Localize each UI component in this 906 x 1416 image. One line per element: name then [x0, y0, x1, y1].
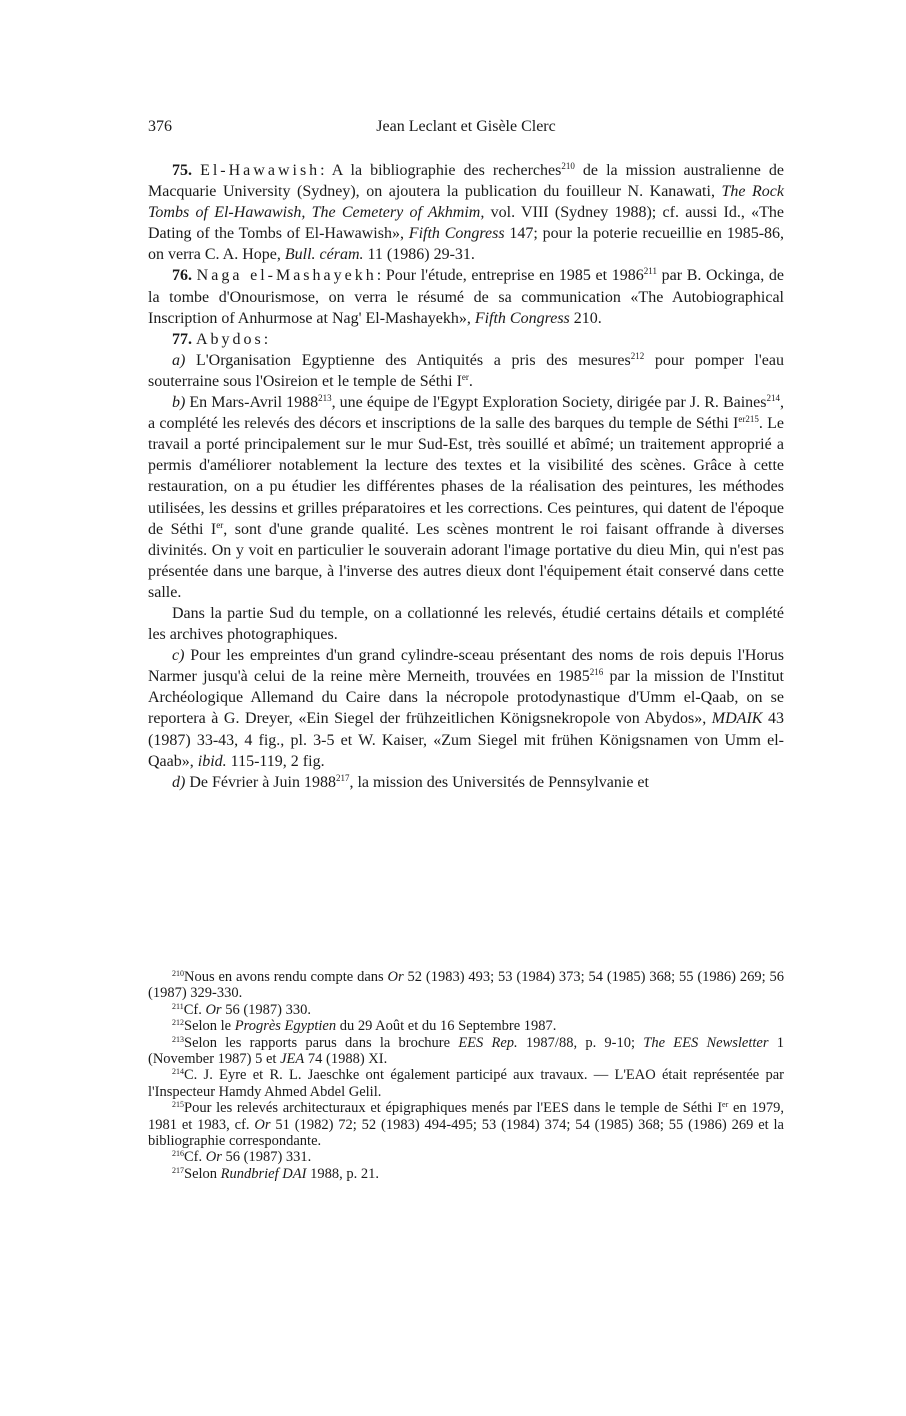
superscript: er: [722, 1100, 729, 1110]
section-76: [148, 265, 784, 328]
section-77: [148, 329, 784, 350]
text: 51 (1982) 72; 52 (1983) 494-495; 53 (1984) 374; 54 (1985) 368; 55 (1986) 269 et la bibliographie correspondante.: [148, 1116, 784, 1150]
text: du 29 Août et du 16 Septembre 1987.: [336, 1018, 557, 1035]
footnote-ref[interactable]: 212: [630, 350, 645, 361]
footnote-number: 216: [172, 1149, 184, 1159]
text: pour pomper l'eau souterraine sous l'Osireion et le temple de Séthi I: [148, 351, 785, 390]
section-number: 75.: [172, 162, 192, 179]
footnote-ref[interactable]: 210: [561, 161, 575, 171]
italic-title: Bull. céram.: [284, 246, 364, 264]
text: 210.: [569, 309, 602, 327]
text: Pour les empreintes d'un grand cylindre-sceau présentant des noms de rois depuis l'Horus Narmer jusqu'à celui de la reine mère Merneith, trouvées en 1985: [148, 647, 784, 686]
text: 147; pour la poterie recueillie en 1985-86, on verra C. A. Hope,: [148, 225, 785, 264]
footnote-216: [148, 1149, 784, 1165]
site-name: Abydos: [196, 330, 264, 348]
text: Selon le: [184, 1018, 235, 1035]
superscript: er: [461, 371, 469, 382]
text: Nous en avons rendu compte dans: [184, 969, 388, 985]
footnote-ref[interactable]: 214: [766, 393, 780, 404]
paragraph-77c: [148, 645, 784, 772]
footnote-number: 215: [172, 1100, 184, 1110]
superscript: er: [216, 519, 224, 530]
italic-title: JEA: [280, 1051, 305, 1068]
text: De Février à Juin 1988: [185, 773, 336, 791]
footnote-210: [148, 969, 784, 1002]
italic-title: The EES Newsletter: [643, 1034, 769, 1051]
italic-title: Fifth Congress: [474, 309, 570, 327]
text: Selon: [184, 1165, 221, 1182]
footnote-number: 212: [172, 1018, 184, 1028]
item-label: d): [172, 773, 186, 791]
text: 11 (1986) 29-31.: [363, 246, 475, 264]
text: vol. VIII (Sydney 1988); cf. aussi Id., «The Dating of the Tombs of El-Hawawish»,: [148, 204, 784, 243]
footnote-213: [148, 1035, 784, 1068]
paragraph-77b: [148, 392, 784, 603]
main-text: [148, 160, 784, 793]
italic-title: Fifth Congress: [408, 225, 505, 243]
text: , la mission des Universités de Pennsylvanie et: [349, 773, 649, 791]
text: de la mission australienne de Macquarie University (Sydney), on ajoutera la publication du fouilleur N. Kanawati,: [148, 162, 785, 201]
italic-title: Or: [205, 1001, 222, 1018]
text: Dans la partie Sud du temple, on a collationné les relevés, étudié certains détails et complété les archives photographiques.: [148, 604, 784, 644]
text: 56 (1987) 331.: [221, 1149, 312, 1166]
text: Cf.: [183, 1001, 206, 1018]
text: 43 (1987) 33-43, 4 fig., pl. 3-5 et W. Kaiser, «Zum Siegel mit frühen Königsnamen von Umm el-Qaab»,: [148, 710, 785, 770]
italic-title: The Rock Tombs of El-Hawawish, The Cemetery of Akhmim,: [148, 183, 784, 222]
text: par la mission de l'Institut Archéologique Allemand du Caire dans la nécropole protodynastique d'Umm el-Qaab, on se reportera à G. Dreyer, «Ein Siegel der frühzeitlichen Königsnekropole von Abydos»,: [148, 668, 785, 728]
footnote-ref[interactable]: 211: [643, 266, 657, 277]
italic-title: EES Rep.: [458, 1034, 518, 1051]
text: 52 (1983) 493; 53 (1984) 373; 54 (1985) 368; 55 (1986) 269; 56 (1987) 329-330.: [148, 969, 784, 1002]
text: C. J. Eyre et R. L. Jaeschke ont également participé aux travaux. — L'EAO était représentée par l'Inspecteur Hamdy Ahmed Abdel Gelil.: [148, 1067, 784, 1100]
footnotes: [148, 969, 784, 1182]
footnote-number: 213: [172, 1034, 184, 1044]
paragraph-77a: [148, 350, 784, 392]
text: 115-119, 2 fig.: [226, 752, 325, 770]
italic-title: MDAIK: [711, 710, 763, 728]
page-header: [148, 118, 784, 140]
text: , sont d'une grande qualité. Les scènes montrent le roi faisant offrande à diverses divinités. On y voit en particulier le souverain adorant l'image portative du dieu Min, qui n'est pas présentée dans une barque, à l'inverse des autres dieux dont l'équipement était conservé dans cette salle.: [148, 520, 784, 601]
italic-title: Or: [387, 969, 404, 985]
italic-title: Rundbrief DAI: [220, 1165, 307, 1182]
text: .: [468, 372, 473, 390]
text: En Mars-Avril 1988: [185, 394, 319, 412]
italic-title: Or: [254, 1116, 271, 1133]
footnote-214: [148, 1067, 784, 1100]
site-name: Naga el-Mashayekh: [196, 267, 377, 285]
footnote-ref[interactable]: 213: [318, 393, 332, 404]
paragraph-77d: [148, 772, 784, 793]
page-number: 376: [148, 118, 172, 135]
footnote-number: 210: [172, 969, 184, 978]
italic-title: Or: [205, 1149, 222, 1166]
footnote-212: [148, 1018, 784, 1034]
text: 1988, p. 21.: [306, 1165, 379, 1182]
item-label: a): [172, 351, 186, 369]
text: 74 (1988) XI.: [304, 1051, 388, 1068]
text: : Pour l'étude, entreprise en 1985 et 1986: [376, 267, 644, 285]
section-75: [148, 160, 784, 265]
footnote-ref[interactable]: er215: [738, 414, 759, 425]
running-head: Jean Leclant et Gisèle Clerc: [376, 118, 556, 135]
text: Cf.: [184, 1149, 206, 1166]
footnote-211: [148, 1002, 784, 1018]
text: en 1979, 1981 et 1983, cf.: [148, 1100, 784, 1133]
text: 1 (November 1987) 5 et: [148, 1034, 784, 1068]
text: Pour les relevés architecturaux et épigraphiques menés par l'EES dans le temple de Séthi I: [184, 1100, 723, 1117]
text: , a complété les relevés des décors et inscriptions de la salle des barques du temple de Séthi I: [148, 394, 784, 433]
paragraph-sud: [148, 603, 784, 645]
section-number: 76.: [172, 267, 192, 285]
footnote-ref[interactable]: 216: [589, 667, 604, 678]
text: 1987/88, p. 9-10;: [517, 1034, 644, 1051]
text: L'Organisation Egyptienne des Antiquités a pris des mesures: [185, 351, 631, 369]
footnote-number: 211: [172, 1001, 184, 1011]
text: 56 (1987) 330.: [221, 1001, 311, 1018]
section-number: 77.: [172, 330, 192, 348]
footnote-number: 217: [172, 1165, 184, 1175]
italic-title: ibid.: [197, 752, 227, 770]
item-label: c): [172, 647, 185, 665]
footnote-ref[interactable]: 217: [335, 772, 350, 783]
text: . Le travail a porté principalement sur le mur Sud-Est, très souillé et abîmé; un traitement approprié a permis d'améliorer notablement la lecture des textes et la visibilité des scènes. Grâce à cette restauration, on a pu étudier les différentes phases de la réalisation des peintures, les méthodes utilisées, les dessins et grilles préparatoires et les corrections. Ces peintures, qui datent de l'époque de Séthi I: [148, 415, 785, 538]
site-name: El-Hawawish: [200, 162, 321, 179]
item-label: b): [172, 394, 186, 412]
text: :: [263, 330, 269, 348]
footnote-number: 214: [172, 1067, 184, 1077]
footnote-217: [148, 1166, 784, 1182]
text: par B. Ockinga, de la tombe d'Onourismose, on verra le résumé de sa communication «The Autobiographical Inscription of Anhurmose at Nag' El-Mashayekh»,: [148, 267, 785, 327]
footnote-215: [148, 1100, 784, 1149]
text: , une équipe de l'Egypt Exploration Society, dirigée par J. R. Baines: [331, 394, 767, 412]
text: Selon les rapports parus dans la brochure: [184, 1034, 459, 1051]
italic-title: Progrès Egyptien: [234, 1018, 337, 1035]
text: : A la bibliographie des recherches: [320, 162, 562, 179]
